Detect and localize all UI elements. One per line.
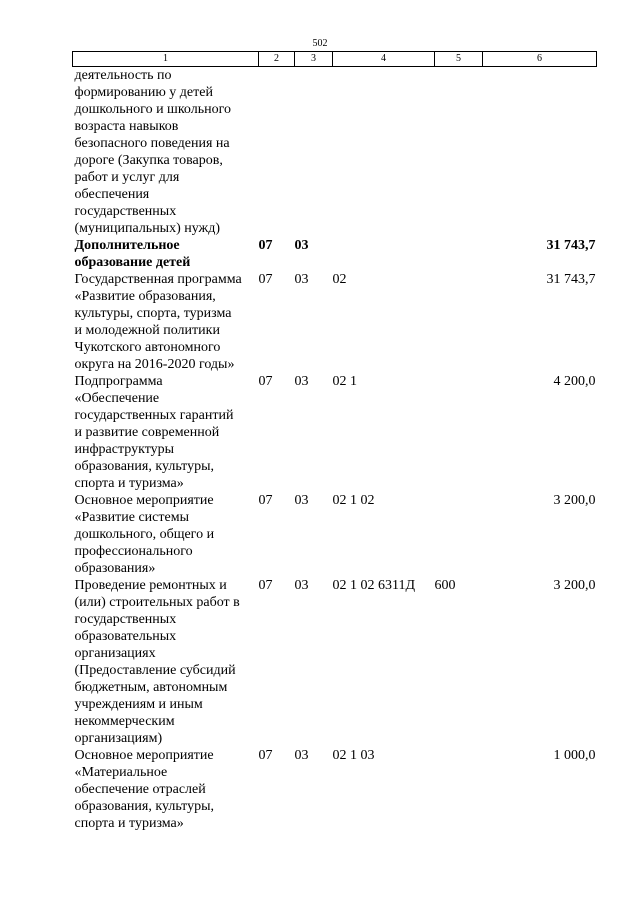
header-col-2: 2	[259, 52, 295, 67]
row-name-line: образования, культуры,	[74, 799, 215, 814]
row-section: 07	[258, 578, 273, 593]
row-name-line: (Предоставление субсидий	[74, 663, 236, 678]
row-expense-type	[435, 271, 483, 373]
row-name-line: обеспечение отраслей	[74, 782, 206, 797]
row-target-article: 02 1 02	[332, 493, 375, 508]
row-name-line: организациям)	[74, 731, 163, 746]
row-name-line: образование детей	[74, 255, 191, 270]
row-subsection: 03	[294, 272, 309, 287]
table-row	[73, 373, 597, 492]
row-name-line: и молодежной политики	[74, 323, 220, 338]
row-expense-type	[435, 237, 483, 271]
row-name-line: дороге (Закупка товаров,	[74, 153, 223, 168]
row-section: 07	[258, 748, 273, 763]
header-col-4: 4	[333, 52, 435, 67]
row-name-line: Чукотского автономного	[74, 340, 221, 355]
header-col-5: 5	[435, 52, 483, 67]
header-col-3: 3	[295, 52, 333, 67]
row-name	[73, 577, 259, 747]
row-name-line: государственных гарантий	[74, 408, 234, 423]
row-section: 07	[258, 272, 273, 287]
row-name	[73, 237, 259, 271]
row-name	[73, 67, 259, 238]
row-name-line: и развитие современной	[74, 425, 220, 440]
row-name-line: образования, культуры,	[74, 459, 215, 474]
table-row	[73, 237, 597, 271]
row-amount: 1 000,0	[553, 748, 596, 763]
row-name-line: государственных	[74, 612, 177, 627]
row-name-line: учреждениям и иным	[74, 697, 203, 712]
row-amount	[483, 67, 597, 238]
row-section: 07	[258, 238, 273, 253]
row-name-line: спорта и туризма»	[74, 476, 184, 491]
row-name-line: Подпрограмма	[74, 374, 163, 389]
row-name	[73, 747, 259, 832]
row-name-line: профессионального	[74, 544, 193, 559]
row-name-line: «Развитие системы	[74, 510, 189, 525]
row-subsection: 03	[294, 238, 309, 253]
row-name-line: бюджетным, автономным	[74, 680, 228, 695]
row-name-line: Основное мероприятие	[74, 748, 214, 763]
table-body	[73, 67, 597, 833]
row-name-line: округа на 2016-2020 годы»	[74, 357, 235, 372]
row-name-line: (или) строительных работ в	[74, 595, 240, 610]
table-row	[73, 577, 597, 747]
row-target-article	[333, 67, 435, 238]
row-name-line: формированию у детей	[74, 85, 213, 100]
row-name-line: (муниципальных) нужд)	[74, 221, 221, 236]
row-name-line: работ и услуг для	[74, 170, 180, 185]
row-name-line: обеспечения	[74, 187, 150, 202]
row-target-article: 02 1 03	[332, 748, 375, 763]
row-section	[259, 67, 295, 238]
row-expense-type	[435, 67, 483, 238]
row-amount: 3 200,0	[553, 493, 596, 508]
row-name-line: Основное мероприятие	[74, 493, 214, 508]
row-name-line: деятельность по	[74, 68, 172, 83]
row-name-line: Дополнительное	[74, 238, 180, 253]
table-header	[73, 52, 597, 67]
row-expense-type	[435, 747, 483, 832]
row-name-line: «Материальное	[74, 765, 168, 780]
row-subsection	[295, 67, 333, 238]
table-row	[73, 492, 597, 577]
row-name-line: Проведение ремонтных и	[74, 578, 227, 593]
row-subsection: 03	[294, 374, 309, 389]
row-name-line: образования»	[74, 561, 156, 576]
row-expense-type	[435, 373, 483, 492]
row-name-line: дошкольного, общего и	[74, 527, 215, 542]
row-target-article: 02	[332, 272, 347, 287]
table-row	[73, 67, 597, 238]
row-subsection: 03	[294, 493, 309, 508]
row-name-line: государственных	[74, 204, 177, 219]
row-name	[73, 492, 259, 577]
row-name-line: образовательных	[74, 629, 177, 644]
row-name-line: дошкольного и школьного	[74, 102, 232, 117]
table-row	[73, 271, 597, 373]
table-row	[73, 747, 597, 832]
budget-table	[72, 51, 597, 832]
page-number: 502	[312, 38, 328, 49]
row-name-line: безопасного поведения на	[74, 136, 230, 151]
row-target-article: 02 1 02 6311Д	[332, 578, 416, 593]
row-amount: 31 743,7	[546, 238, 596, 253]
row-amount: 3 200,0	[553, 578, 596, 593]
header-row	[73, 52, 597, 67]
row-target-article	[333, 237, 435, 271]
row-name-line: «Обеспечение	[74, 391, 160, 406]
row-name-line: культуры, спорта, туризма	[74, 306, 232, 321]
row-amount: 4 200,0	[553, 374, 596, 389]
row-section: 07	[258, 374, 273, 389]
row-section: 07	[258, 493, 273, 508]
row-name-line: некоммерческим	[74, 714, 175, 729]
row-name-line: «Развитие образования,	[74, 289, 216, 304]
header-col-1: 1	[73, 52, 259, 67]
row-subsection: 03	[294, 748, 309, 763]
row-expense-type: 600	[434, 578, 456, 593]
row-name-line: спорта и туризма»	[74, 816, 184, 831]
row-name-line: Государственная программа	[74, 272, 242, 287]
row-subsection: 03	[294, 578, 309, 593]
row-name-line: организациях	[74, 646, 156, 661]
row-name	[73, 271, 259, 373]
row-amount: 31 743,7	[546, 272, 596, 287]
row-name-line: возраста навыков	[74, 119, 179, 134]
row-expense-type	[435, 492, 483, 577]
header-col-6: 6	[483, 52, 597, 67]
row-target-article: 02 1	[332, 374, 357, 389]
row-name-line: инфраструктуры	[74, 442, 175, 457]
row-name	[73, 373, 259, 492]
